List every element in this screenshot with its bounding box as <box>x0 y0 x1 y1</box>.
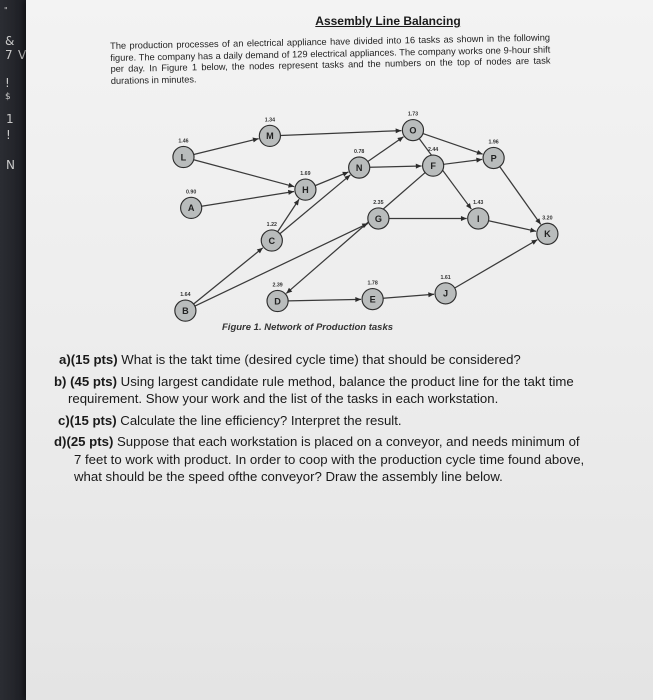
edge-A-H <box>202 191 294 206</box>
task-node-label: K <box>544 229 551 240</box>
key-glyph: ! <box>6 128 11 142</box>
edge-N-O <box>368 137 404 162</box>
task-duration-label: 3.20 <box>542 215 553 222</box>
production-network-figure <box>26 0 653 700</box>
edge-arrowhead <box>428 292 434 297</box>
task-node-P <box>483 140 504 169</box>
task-node-label: L <box>180 152 187 163</box>
task-node-label: G <box>374 213 382 224</box>
task-node-label: F <box>430 161 436 172</box>
question-a-text: What is the takt time (desired cycle time) that should be considered? <box>117 352 521 367</box>
task-node-label: E <box>369 294 376 305</box>
edge-arrowhead <box>461 216 467 221</box>
task-duration-label: 1.96 <box>488 139 499 146</box>
task-duration-label: 0.78 <box>354 149 365 156</box>
task-node-C <box>261 222 282 251</box>
task-duration-label: 0.90 <box>186 189 197 196</box>
task-node-label: M <box>266 131 274 142</box>
question-b <box>40 373 588 408</box>
question-a <box>40 351 588 369</box>
task-node-label: B <box>182 305 189 316</box>
edge-L-M <box>194 139 259 155</box>
key-glyph: ! <box>5 76 10 90</box>
question-d-text: Suppose that each workstation is placed on a conveyor, and needs minimum of 7 feet to work with product. In order to coop with the production cycle time found above, what should be the speed ofthe conveyor? Draw the assembly line below. <box>74 434 585 484</box>
question-b-text: Using largest candidate rule method, balance the product line for the takt time requirement. Show your work and the list of the tasks in each workstation. <box>68 373 574 406</box>
task-node-M <box>259 117 280 146</box>
edge-D-E <box>288 299 361 300</box>
key-glyph: & <box>5 34 15 48</box>
task-duration-label: 1.64 <box>180 292 191 299</box>
task-node-label: A <box>187 203 195 214</box>
questions-list <box>40 351 588 490</box>
task-node-N <box>349 149 370 178</box>
task-node-O <box>402 112 423 141</box>
question-d <box>40 433 588 486</box>
edge-P-K <box>500 167 541 225</box>
edge-E-J <box>383 294 434 298</box>
task-duration-label: 2.44 <box>427 147 439 154</box>
task-node-J <box>435 275 456 304</box>
task-node-G <box>368 200 389 229</box>
key-glyph: N <box>6 158 15 172</box>
task-duration-label: 1.34 <box>264 117 276 124</box>
key-glyph: $ <box>5 92 11 102</box>
edge-M-O <box>280 131 401 136</box>
edge-N-F <box>370 166 422 167</box>
key-glyph: " <box>4 6 8 15</box>
edge-F-P <box>444 159 483 164</box>
task-node-label: P <box>490 153 497 164</box>
question-b-head: b) (45 pts) <box>54 373 118 389</box>
question-c-text: Calculate the line efficiency? Interpret the result. <box>116 412 402 428</box>
task-node-label: I <box>476 213 480 224</box>
edge-I-K <box>489 221 537 232</box>
task-node-label: O <box>409 125 417 136</box>
edge-arrowhead <box>476 150 482 155</box>
task-duration-label: 2.39 <box>272 282 283 289</box>
question-c-head: c)(15 pts) <box>58 412 117 428</box>
task-node-L <box>173 139 194 168</box>
task-duration-label: 1.22 <box>266 222 277 229</box>
edge-arrowhead <box>396 128 402 133</box>
edge-arrowhead <box>535 218 540 224</box>
question-c <box>40 412 588 430</box>
task-duration-label: 1.69 <box>300 171 311 178</box>
task-duration-label: 1.73 <box>407 111 419 118</box>
task-duration-label: 2.35 <box>373 200 384 207</box>
task-node-label: C <box>268 235 276 246</box>
task-node-label: J <box>443 288 449 299</box>
edge-B-C <box>194 248 263 304</box>
task-duration-label: 1.46 <box>178 138 189 145</box>
task-node-I <box>468 200 489 229</box>
task-node-label: D <box>274 296 281 307</box>
key-glyph: 7 <box>5 48 13 62</box>
question-a-head: a)(15 pts) <box>59 352 118 367</box>
task-node-label: N <box>355 162 363 173</box>
task-node-F <box>423 147 444 176</box>
edge-arrowhead <box>416 164 422 169</box>
task-duration-label: 1.61 <box>440 274 451 281</box>
document-title: Assembly Line Balancing <box>315 14 461 28</box>
edge-arrowhead <box>294 199 299 205</box>
edge-L-H <box>194 160 295 187</box>
intro-paragraph: The production processes of an electrical appliance have divided into 16 tasks as shown in the following figure. The company has a daily demand of 129 electrical appliances. The company works one 9-hour shift per day. In Figure 1 below, the nodes represent tasks and the numbers on the top of nodes are task durations in minutes. <box>110 32 551 86</box>
edge-arrowhead <box>530 228 536 233</box>
edge-arrowhead <box>288 190 294 195</box>
task-node-E <box>362 281 383 310</box>
task-duration-label: 1.43 <box>473 200 484 207</box>
task-node-A <box>181 189 202 218</box>
key-glyph: V <box>18 48 27 62</box>
key-glyph: 1 <box>6 112 14 126</box>
question-d-head: d)(25 pts) <box>54 434 114 449</box>
task-node-K <box>537 215 558 244</box>
edge-J-K <box>455 240 538 288</box>
task-node-H <box>295 171 316 200</box>
figure-caption: Figure 1. Network of Production tasks <box>222 322 394 333</box>
task-node-D <box>267 283 288 312</box>
task-duration-label: 1.78 <box>367 280 378 287</box>
task-node-label: H <box>302 185 309 196</box>
task-node-B <box>175 292 196 321</box>
edge-arrowhead <box>397 137 403 142</box>
edge-arrowhead <box>355 297 361 302</box>
